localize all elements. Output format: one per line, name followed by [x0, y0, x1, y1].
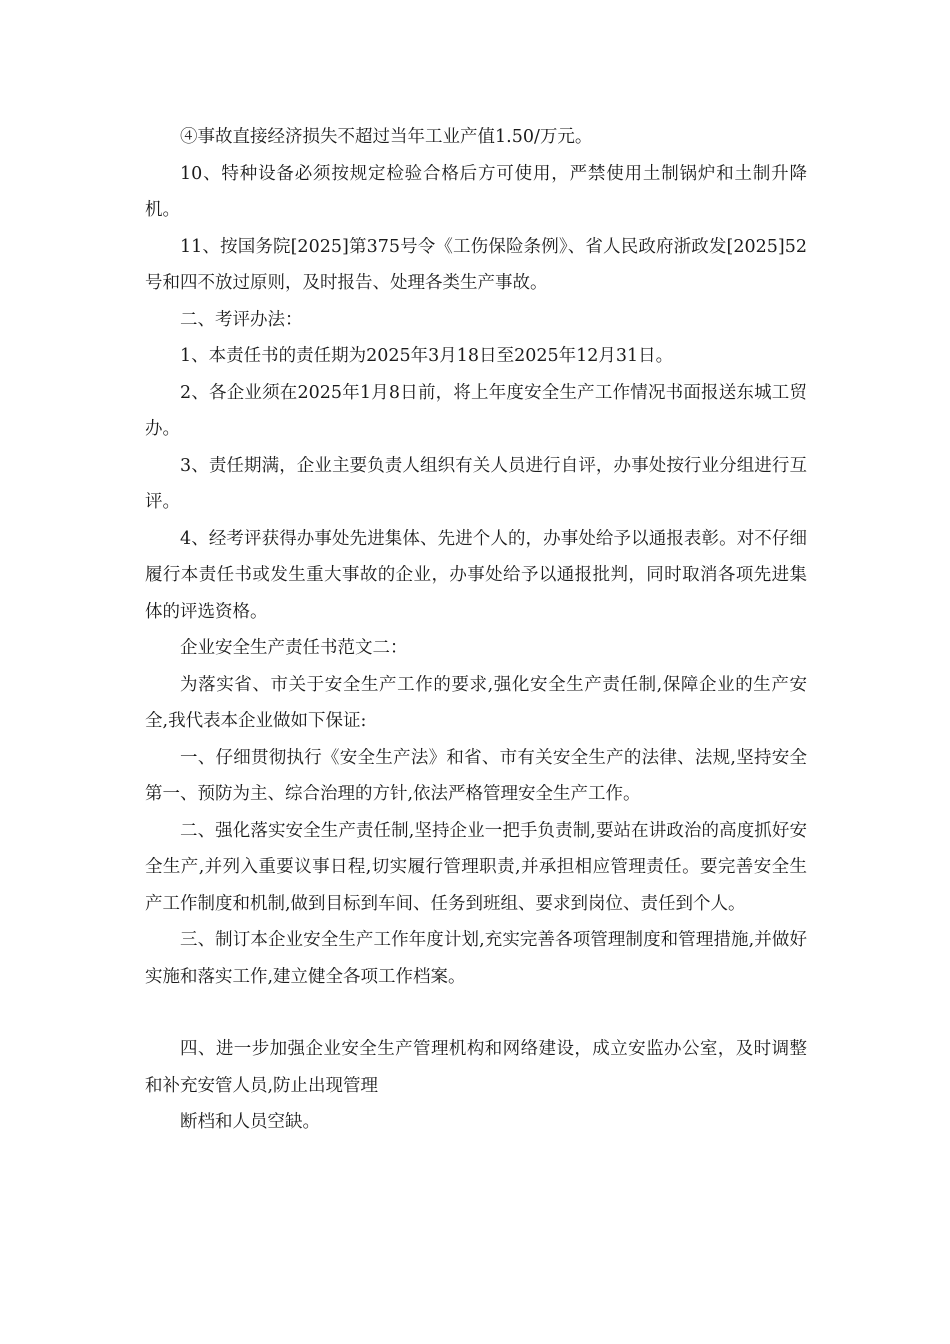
document-body — [145, 119, 807, 1141]
paragraph-eval-4: 4、经考评获得办事处先进集体、先进个人的，办事处给予以通报表彰。对不仔细履行本责任书或发生重大事故的企业，办事处给予以通报批判，同时取消各项先进集体的评选资格。 — [145, 528, 807, 622]
paragraph-eval-1: 1、本责任书的责任期为2025年3月18日至2025年12月31日。 — [180, 346, 674, 366]
paragraph-accident-loss: ④事故直接经济损失不超过当年工业产值1.50/万元。 — [180, 127, 593, 147]
paragraph-gap — [145, 995, 807, 1031]
paragraph-item-10: 10、特种设备必须按规定检验合格后方可使用，严禁使用土制锅炉和土制升降机。 — [145, 163, 807, 220]
paragraph-eval-3: 3、责任期满，企业主要负责人组织有关人员进行自评，办事处按行业分组进行互评。 — [145, 455, 807, 512]
paragraph-intro: 为落实省、市关于安全生产工作的要求,强化安全生产责任制,保障企业的生产安全,我代表本企业做如下保证: — [145, 674, 807, 731]
paragraph-pledge-2: 二、强化落实安全生产责任制,坚持企业一把手负责制,要站在讲政治的高度抓好安全生产,并列入重要议事日程,切实履行管理职责,并承担相应管理责任。要完善安全生产工作制度和机制,做到目标到车间、任务到班组、要求到岗位、责任到个人。 — [145, 820, 807, 914]
sample-two-heading: 企业安全生产责任书范文二： — [180, 638, 408, 658]
section-heading-evaluation: 二、考评办法： — [180, 309, 303, 330]
paragraph-eval-2: 2、各企业须在2025年1月8日前，将上年度安全生产工作情况书面报送东城工贸办。 — [145, 382, 807, 439]
paragraph-pledge-4: 四、进一步加强企业安全生产管理机构和网络建设，成立安监办公室，及时调整和补充安管人员,防止出现管理 — [145, 1039, 807, 1096]
paragraph-pledge-1: 一、仔细贯彻执行《安全生产法》和省、市有关安全生产的法律、法规,坚持安全第一、预防为主、综合治理的方针,依法严格管理安全生产工作。 — [145, 747, 807, 804]
paragraph-item-11: 11、按国务院[2025]第375号令《工伤保险条例》、省人民政府浙政发[2025]52号和四不放过原则，及时报告、处理各类生产事故。 — [145, 236, 807, 293]
paragraph-pledge-3: 三、制订本企业安全生产工作年度计划,充实完善各项管理制度和管理措施,并做好实施和落实工作,建立健全各项工作档案。 — [145, 930, 807, 987]
paragraph-pledge-4-continued: 断档和人员空缺。 — [180, 1112, 320, 1132]
